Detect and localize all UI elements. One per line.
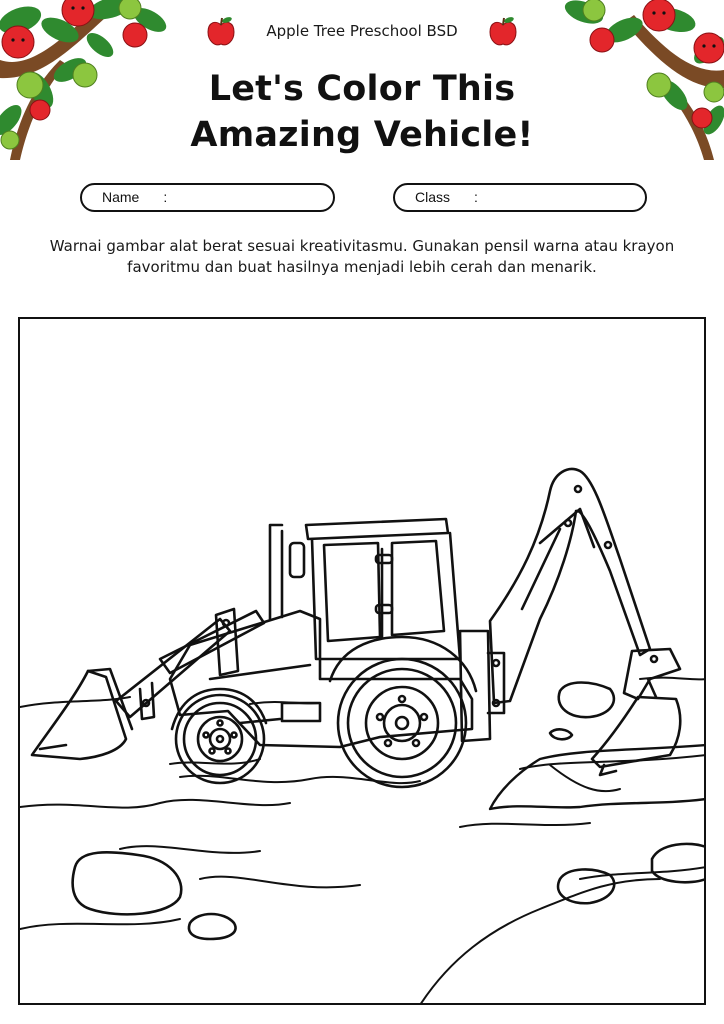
rock — [550, 729, 572, 739]
dig-hole — [490, 745, 706, 809]
class-label: Class — [415, 189, 451, 205]
name-label: Name — [102, 189, 140, 205]
page-title — [0, 66, 724, 158]
class-field[interactable] — [393, 183, 647, 212]
front-bucket — [32, 671, 126, 759]
backhoe-boom — [490, 469, 650, 703]
rock — [73, 852, 182, 914]
class-separator: : — [474, 189, 478, 205]
page-title-line-2: Amazing Vehicle! — [190, 115, 534, 155]
page-title-line-1: Let's Color This — [208, 69, 516, 109]
rock — [652, 844, 706, 882]
name-field[interactable] — [80, 183, 335, 212]
cab-roof — [306, 519, 448, 539]
apple-icon — [488, 16, 518, 48]
cab-window-left — [324, 543, 380, 641]
name-separator: : — [163, 189, 168, 205]
exhaust-pipe — [270, 525, 282, 619]
school-name: Apple Tree Preschool BSD — [266, 22, 458, 40]
instructions-text: Warnai gambar alat berat sesuai kreativitasmu. Gunakan pensil warna atau krayon favoritmu dan buat hasilnya menjadi lebih cerah dan menarik. — [49, 237, 675, 276]
rock — [189, 914, 236, 939]
backhoe-bucket — [592, 697, 680, 767]
front-wheel — [176, 695, 264, 783]
backhoe-loader-drawing — [20, 319, 706, 1005]
cab-window-right — [392, 541, 444, 635]
rock — [559, 683, 614, 718]
coloring-area — [18, 317, 706, 1005]
